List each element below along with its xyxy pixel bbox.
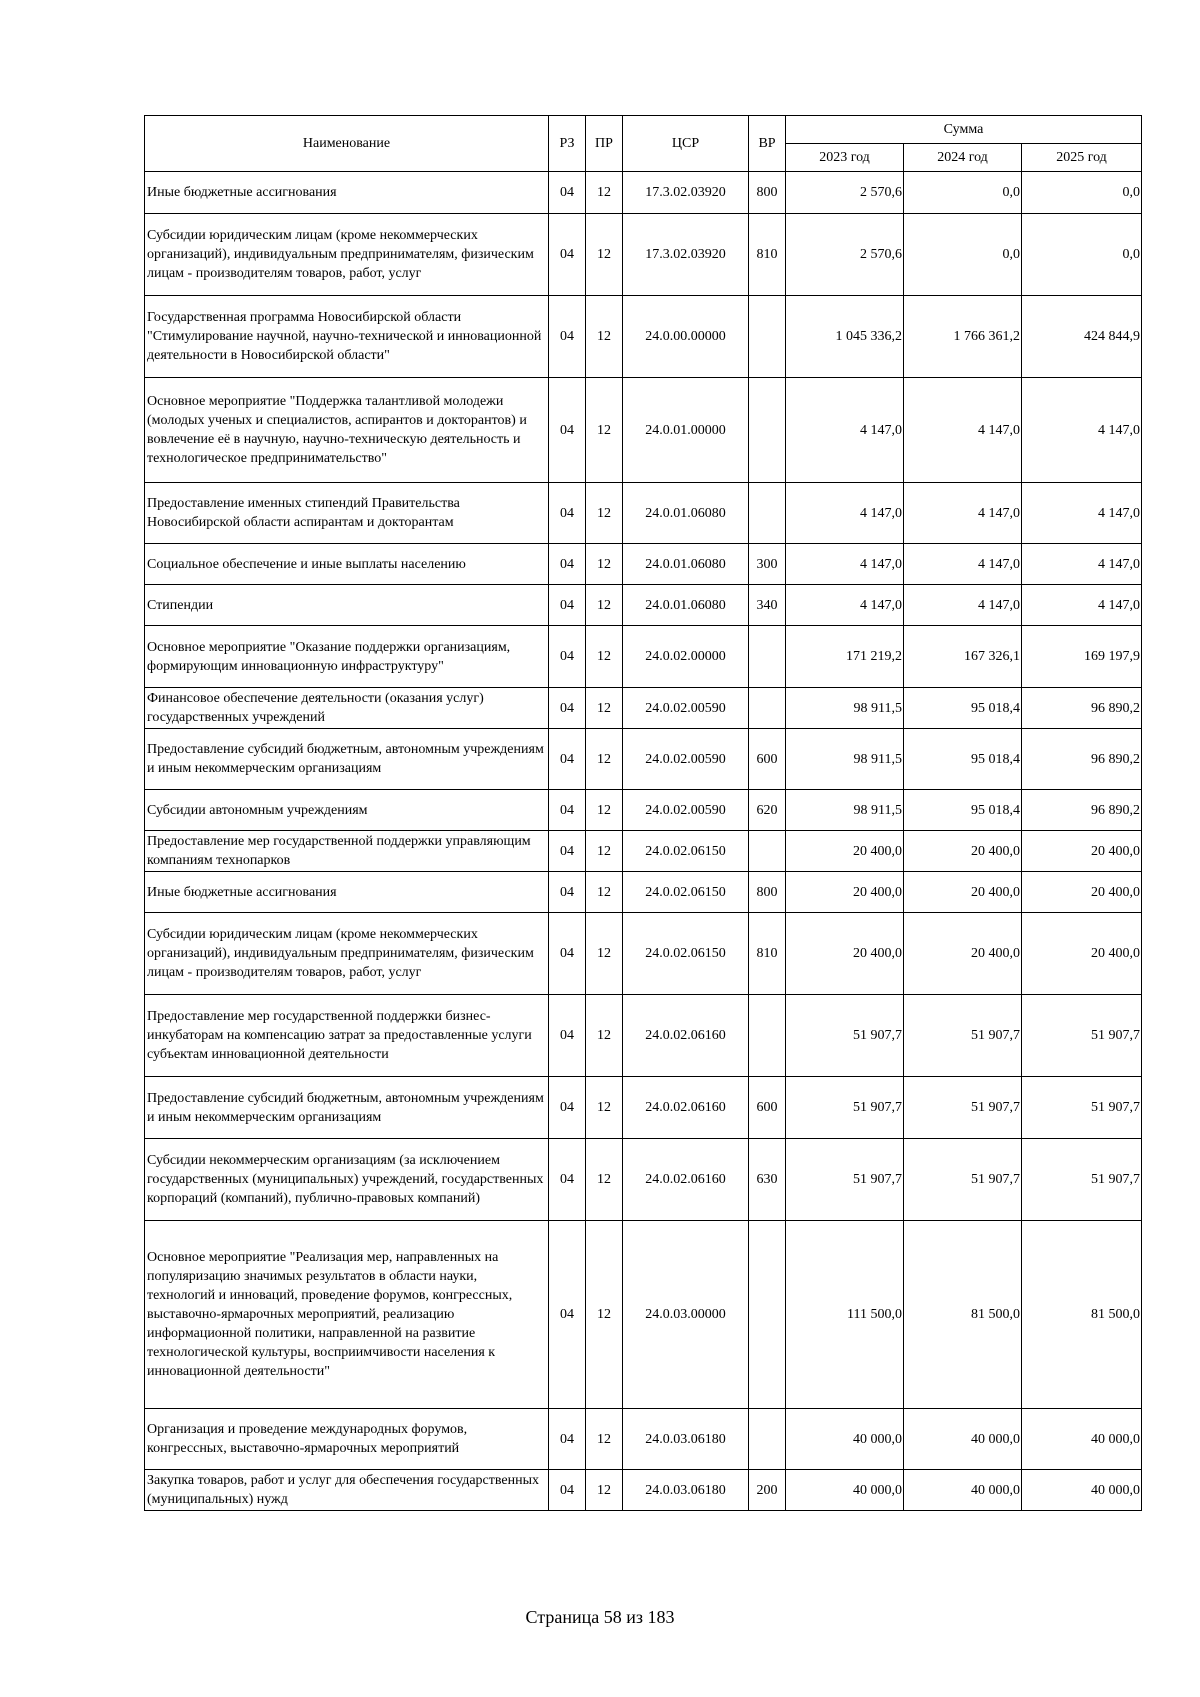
- cell-name: Закупка товаров, работ и услуг для обеспечения государственных (муниципальных) нужд: [145, 1470, 549, 1511]
- cell-pr: 12: [586, 688, 623, 729]
- cell-2023: 2 570,6: [786, 214, 904, 296]
- table-row: [145, 1139, 1142, 1221]
- table-row: [145, 729, 1142, 790]
- cell-2023: 4 147,0: [786, 544, 904, 585]
- cell-2023: 51 907,7: [786, 1139, 904, 1221]
- cell-2024: 4 147,0: [904, 378, 1022, 483]
- cell-name: Субсидии некоммерческим организациям (за исключением государственных (муниципальных) учреждений, государственных корпораций (компаний), публично-правовых компаний): [145, 1139, 549, 1221]
- cell-vr: [749, 1409, 786, 1470]
- cell-pr: 12: [586, 1409, 623, 1470]
- cell-2025: 51 907,7: [1022, 995, 1142, 1077]
- cell-2024: 95 018,4: [904, 790, 1022, 831]
- cell-csr: 24.0.01.06080: [623, 483, 749, 544]
- header-name: Наименование: [145, 116, 549, 172]
- cell-pr: 12: [586, 729, 623, 790]
- cell-rz: 04: [549, 729, 586, 790]
- cell-2023: 20 400,0: [786, 831, 904, 872]
- table-row: [145, 544, 1142, 585]
- cell-vr: [749, 831, 786, 872]
- cell-name: Предоставление мер государственной поддержки управляющим компаниям технопарков: [145, 831, 549, 872]
- cell-rz: 04: [549, 1409, 586, 1470]
- cell-csr: 24.0.01.06080: [623, 544, 749, 585]
- cell-rz: 04: [549, 483, 586, 544]
- table-row: [145, 790, 1142, 831]
- cell-2024: 4 147,0: [904, 544, 1022, 585]
- table-row: [145, 1409, 1142, 1470]
- cell-vr: 340: [749, 585, 786, 626]
- cell-name: Социальное обеспечение и иные выплаты населению: [145, 544, 549, 585]
- cell-2025: 4 147,0: [1022, 544, 1142, 585]
- cell-csr: 24.0.00.00000: [623, 296, 749, 378]
- table-row: [145, 1221, 1142, 1409]
- cell-2025: 96 890,2: [1022, 790, 1142, 831]
- table-row: [145, 913, 1142, 995]
- cell-pr: 12: [586, 1139, 623, 1221]
- cell-csr: 17.3.02.03920: [623, 214, 749, 296]
- cell-2024: 51 907,7: [904, 1077, 1022, 1139]
- cell-name: Основное мероприятие "Реализация мер, направленных на популяризацию значимых результатов в области науки, технологий и инноваций, проведение форумов, конгрессных, выставочно-ярмарочных мероприятий, реализацию информационной политики, направленной на развитие технологической культуры, восприимчивости населения к инновационной деятельности": [145, 1221, 549, 1409]
- cell-vr: 810: [749, 214, 786, 296]
- cell-vr: 300: [749, 544, 786, 585]
- cell-csr: 24.0.01.06080: [623, 585, 749, 626]
- cell-name: Иные бюджетные ассигнования: [145, 872, 549, 913]
- cell-csr: 24.0.03.06180: [623, 1409, 749, 1470]
- cell-2025: 169 197,9: [1022, 626, 1142, 688]
- cell-2023: 4 147,0: [786, 483, 904, 544]
- cell-csr: 17.3.02.03920: [623, 172, 749, 214]
- cell-vr: 200: [749, 1470, 786, 1511]
- cell-csr: 24.0.02.06150: [623, 872, 749, 913]
- cell-2024: 1 766 361,2: [904, 296, 1022, 378]
- table-body: [145, 172, 1142, 1511]
- cell-2023: 98 911,5: [786, 729, 904, 790]
- cell-2023: 51 907,7: [786, 1077, 904, 1139]
- cell-csr: 24.0.02.06150: [623, 913, 749, 995]
- cell-vr: [749, 1221, 786, 1409]
- cell-2025: 40 000,0: [1022, 1409, 1142, 1470]
- table-row: [145, 214, 1142, 296]
- cell-pr: 12: [586, 296, 623, 378]
- cell-name: Предоставление мер государственной поддержки бизнес-инкубаторам на компенсацию затрат за предоставленные услуги субъектам инновационной деятельности: [145, 995, 549, 1077]
- cell-rz: 04: [549, 585, 586, 626]
- cell-pr: 12: [586, 214, 623, 296]
- cell-2023: 171 219,2: [786, 626, 904, 688]
- cell-2024: 4 147,0: [904, 585, 1022, 626]
- cell-name: Основное мероприятие "Оказание поддержки организациям, формирующим инновационную инфраструктуру": [145, 626, 549, 688]
- header-vr: ВР: [749, 116, 786, 172]
- header-2024: 2024 год: [904, 144, 1022, 172]
- cell-pr: 12: [586, 913, 623, 995]
- table-row: [145, 995, 1142, 1077]
- cell-csr: 24.0.02.00590: [623, 729, 749, 790]
- table-row: [145, 626, 1142, 688]
- cell-vr: [749, 995, 786, 1077]
- cell-pr: 12: [586, 483, 623, 544]
- cell-vr: 630: [749, 1139, 786, 1221]
- cell-pr: 12: [586, 831, 623, 872]
- cell-2025: 0,0: [1022, 214, 1142, 296]
- cell-pr: 12: [586, 1077, 623, 1139]
- cell-2023: 111 500,0: [786, 1221, 904, 1409]
- cell-2023: 40 000,0: [786, 1409, 904, 1470]
- cell-vr: [749, 626, 786, 688]
- cell-2023: 2 570,6: [786, 172, 904, 214]
- cell-rz: 04: [549, 544, 586, 585]
- cell-2025: 20 400,0: [1022, 831, 1142, 872]
- cell-csr: 24.0.01.00000: [623, 378, 749, 483]
- cell-csr: 24.0.02.00590: [623, 790, 749, 831]
- cell-csr: 24.0.02.06160: [623, 1077, 749, 1139]
- cell-vr: 620: [749, 790, 786, 831]
- header-2025: 2025 год: [1022, 144, 1142, 172]
- cell-pr: 12: [586, 995, 623, 1077]
- cell-name: Субсидии автономным учреждениям: [145, 790, 549, 831]
- cell-name: Субсидии юридическим лицам (кроме некоммерческих организаций), индивидуальным предпринимателям, физическим лицам - производителям товаров, работ, услуг: [145, 214, 549, 296]
- cell-2025: 40 000,0: [1022, 1470, 1142, 1511]
- cell-2025: 81 500,0: [1022, 1221, 1142, 1409]
- cell-2025: 20 400,0: [1022, 872, 1142, 913]
- cell-2024: 20 400,0: [904, 913, 1022, 995]
- cell-vr: 810: [749, 913, 786, 995]
- cell-2024: 95 018,4: [904, 688, 1022, 729]
- table-header: [145, 116, 1142, 172]
- header-pr: ПР: [586, 116, 623, 172]
- table-row: [145, 378, 1142, 483]
- cell-name: Государственная программа Новосибирской области "Стимулирование научной, научно-технической и инновационной деятельности в Новосибирской области": [145, 296, 549, 378]
- cell-name: Финансовое обеспечение деятельности (оказания услуг) государственных учреждений: [145, 688, 549, 729]
- cell-pr: 12: [586, 872, 623, 913]
- table-row: [145, 872, 1142, 913]
- page-number: Страница 58 из 183: [525, 1607, 675, 1627]
- cell-name: Иные бюджетные ассигнования: [145, 172, 549, 214]
- cell-2024: 81 500,0: [904, 1221, 1022, 1409]
- cell-rz: 04: [549, 688, 586, 729]
- cell-rz: 04: [549, 1470, 586, 1511]
- cell-2023: 40 000,0: [786, 1470, 904, 1511]
- cell-2025: 20 400,0: [1022, 913, 1142, 995]
- cell-2025: 4 147,0: [1022, 378, 1142, 483]
- cell-csr: 24.0.02.06160: [623, 1139, 749, 1221]
- cell-2024: 40 000,0: [904, 1470, 1022, 1511]
- cell-name: Предоставление субсидий бюджетным, автономным учреждениям и иным некоммерческим организациям: [145, 1077, 549, 1139]
- cell-csr: 24.0.03.00000: [623, 1221, 749, 1409]
- table-row: [145, 172, 1142, 214]
- cell-2024: 167 326,1: [904, 626, 1022, 688]
- cell-2025: 424 844,9: [1022, 296, 1142, 378]
- cell-2025: 96 890,2: [1022, 688, 1142, 729]
- cell-2025: 51 907,7: [1022, 1139, 1142, 1221]
- cell-vr: [749, 483, 786, 544]
- header-rz: РЗ: [549, 116, 586, 172]
- cell-2024: 20 400,0: [904, 872, 1022, 913]
- cell-csr: 24.0.03.06180: [623, 1470, 749, 1511]
- cell-rz: 04: [549, 913, 586, 995]
- header-2023: 2023 год: [786, 144, 904, 172]
- table-row: [145, 688, 1142, 729]
- table-row: [145, 831, 1142, 872]
- cell-2024: 51 907,7: [904, 1139, 1022, 1221]
- cell-pr: 12: [586, 172, 623, 214]
- cell-2025: 96 890,2: [1022, 729, 1142, 790]
- cell-2024: 20 400,0: [904, 831, 1022, 872]
- cell-rz: 04: [549, 995, 586, 1077]
- cell-vr: [749, 296, 786, 378]
- cell-rz: 04: [549, 872, 586, 913]
- cell-rz: 04: [549, 172, 586, 214]
- cell-vr: 800: [749, 872, 786, 913]
- cell-vr: 600: [749, 1077, 786, 1139]
- cell-2023: 98 911,5: [786, 790, 904, 831]
- table-row: [145, 1470, 1142, 1511]
- cell-2025: 4 147,0: [1022, 483, 1142, 544]
- cell-csr: 24.0.02.06160: [623, 995, 749, 1077]
- cell-2023: 4 147,0: [786, 378, 904, 483]
- cell-rz: 04: [549, 1221, 586, 1409]
- budget-table-sheet: [144, 115, 1141, 1511]
- header-sum: Сумма: [786, 116, 1142, 144]
- cell-2024: 40 000,0: [904, 1409, 1022, 1470]
- cell-2025: 51 907,7: [1022, 1077, 1142, 1139]
- cell-2023: 1 045 336,2: [786, 296, 904, 378]
- cell-name: Стипендии: [145, 585, 549, 626]
- cell-pr: 12: [586, 1221, 623, 1409]
- table-row: [145, 1077, 1142, 1139]
- cell-2024: 0,0: [904, 172, 1022, 214]
- cell-rz: 04: [549, 1139, 586, 1221]
- cell-rz: 04: [549, 790, 586, 831]
- cell-2024: 4 147,0: [904, 483, 1022, 544]
- cell-name: Основное мероприятие "Поддержка талантливой молодежи (молодых ученых и специалистов, аспирантов и докторантов) и вовлечение её в научную, научно-техническую деятельность и технологическое предпринимательство": [145, 378, 549, 483]
- cell-2023: 98 911,5: [786, 688, 904, 729]
- cell-csr: 24.0.02.06150: [623, 831, 749, 872]
- header-csr: ЦСР: [623, 116, 749, 172]
- cell-pr: 12: [586, 1470, 623, 1511]
- cell-vr: [749, 378, 786, 483]
- cell-2023: 51 907,7: [786, 995, 904, 1077]
- cell-name: Организация и проведение международных форумов, конгрессных, выставочно-ярмарочных мероприятий: [145, 1409, 549, 1470]
- cell-pr: 12: [586, 585, 623, 626]
- cell-rz: 04: [549, 214, 586, 296]
- table-row: [145, 296, 1142, 378]
- cell-2024: 95 018,4: [904, 729, 1022, 790]
- cell-2023: 20 400,0: [786, 913, 904, 995]
- cell-csr: 24.0.02.00590: [623, 688, 749, 729]
- cell-vr: 800: [749, 172, 786, 214]
- budget-table: [144, 115, 1142, 1511]
- cell-pr: 12: [586, 544, 623, 585]
- cell-rz: 04: [549, 831, 586, 872]
- table-row: [145, 483, 1142, 544]
- cell-rz: 04: [549, 296, 586, 378]
- cell-pr: 12: [586, 790, 623, 831]
- cell-2025: 0,0: [1022, 172, 1142, 214]
- table-row: [145, 585, 1142, 626]
- cell-rz: 04: [549, 626, 586, 688]
- cell-vr: [749, 688, 786, 729]
- cell-2024: 0,0: [904, 214, 1022, 296]
- cell-2025: 4 147,0: [1022, 585, 1142, 626]
- cell-name: Предоставление субсидий бюджетным, автономным учреждениям и иным некоммерческим организациям: [145, 729, 549, 790]
- cell-pr: 12: [586, 626, 623, 688]
- cell-name: Предоставление именных стипендий Правительства Новосибирской области аспирантам и докторантам: [145, 483, 549, 544]
- cell-rz: 04: [549, 378, 586, 483]
- cell-rz: 04: [549, 1077, 586, 1139]
- cell-pr: 12: [586, 378, 623, 483]
- cell-csr: 24.0.02.00000: [623, 626, 749, 688]
- cell-2024: 51 907,7: [904, 995, 1022, 1077]
- cell-vr: 600: [749, 729, 786, 790]
- cell-name: Субсидии юридическим лицам (кроме некоммерческих организаций), индивидуальным предпринимателям, физическим лицам - производителям товаров, работ, услуг: [145, 913, 549, 995]
- cell-2023: 20 400,0: [786, 872, 904, 913]
- cell-2023: 4 147,0: [786, 585, 904, 626]
